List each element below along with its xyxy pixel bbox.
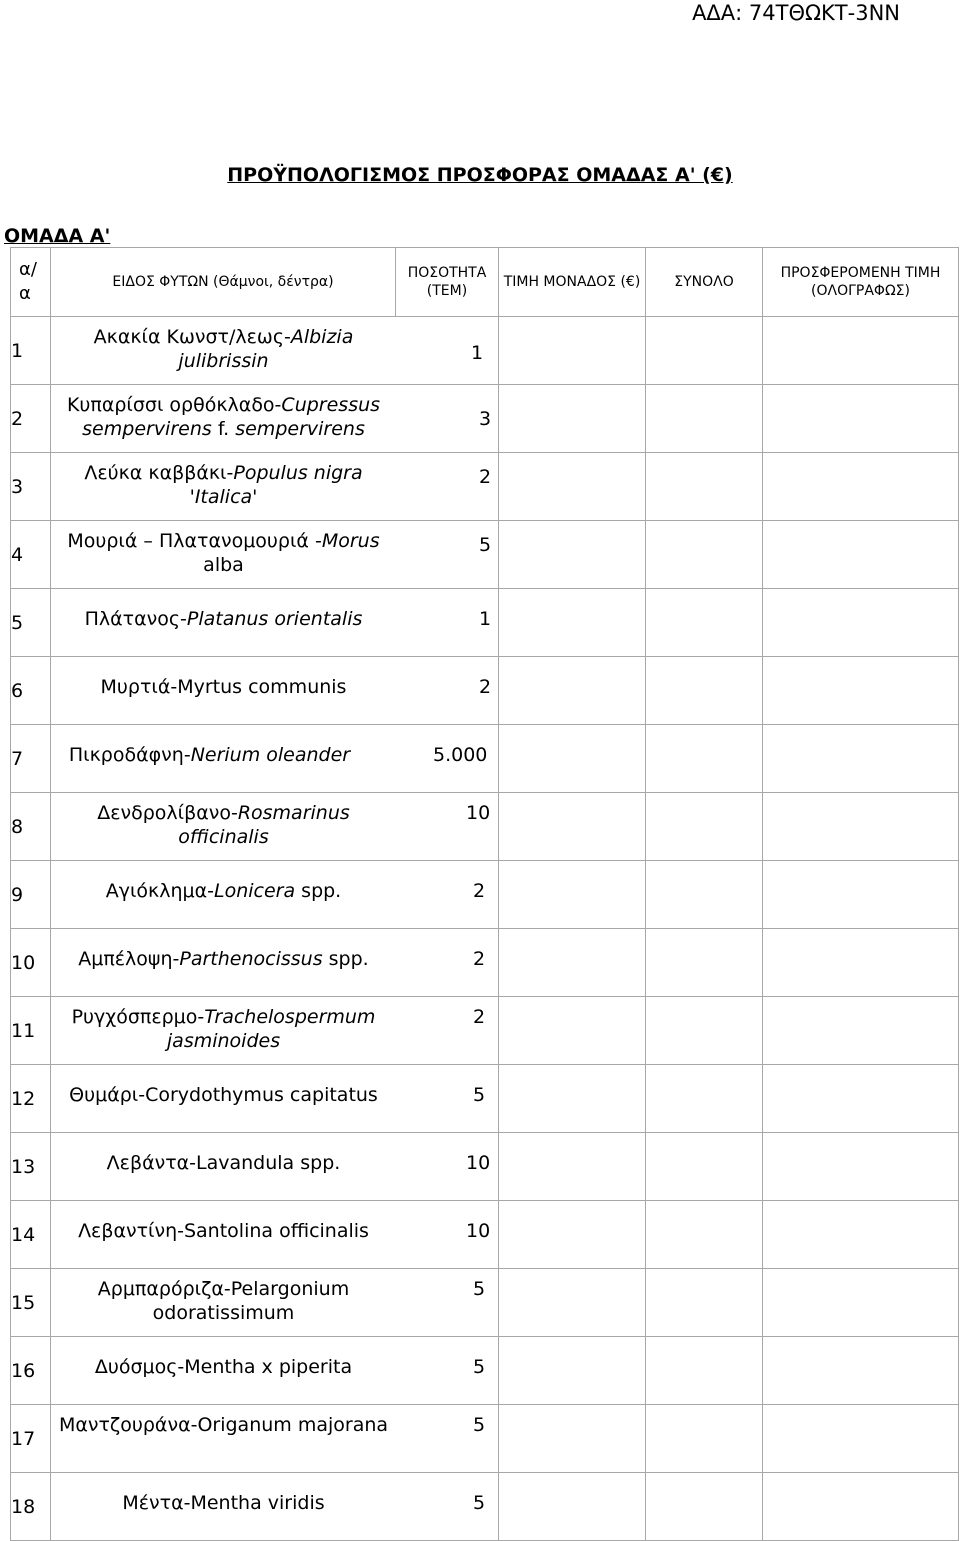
quantity-value: 5.000 — [433, 744, 488, 766]
plant-latin-name-variety: sempervirens — [235, 418, 365, 440]
total-cell[interactable] — [646, 385, 763, 453]
plant-name — [51, 393, 396, 441]
quantity-value: 5 — [479, 534, 492, 556]
quantity-value: 5 — [473, 1084, 486, 1106]
total-cell[interactable] — [646, 1133, 763, 1201]
unit-price-cell[interactable] — [499, 1337, 646, 1405]
table-row — [11, 385, 959, 453]
plant-name — [37, 743, 382, 767]
row-number: 3 — [11, 453, 51, 521]
total-cell[interactable] — [646, 861, 763, 929]
row-number: 17 — [11, 1405, 51, 1473]
row-number: 12 — [11, 1065, 51, 1133]
plant-common-name: Κυπαρίσσι ορθόκλαδο- — [66, 394, 282, 416]
unit-price-cell[interactable] — [499, 317, 646, 385]
unit-price-cell[interactable] — [499, 453, 646, 521]
plant-name-suffix: spp. — [295, 880, 342, 902]
quantity-value: 5 — [473, 1492, 486, 1514]
total-cell[interactable] — [646, 521, 763, 589]
unit-price-cell[interactable] — [499, 1133, 646, 1201]
quantity-value: 1 — [471, 342, 484, 364]
plant-cell — [51, 861, 499, 929]
unit-price-cell[interactable] — [499, 385, 646, 453]
offered-price-cell[interactable] — [763, 657, 959, 725]
plant-name — [51, 1277, 396, 1325]
plant-latin-name: Trachelospermum jasminoides — [166, 1006, 376, 1052]
quantity-value: 3 — [479, 408, 492, 430]
row-number: 14 — [11, 1201, 51, 1269]
plant-common-name: Ακακία Κωνστ/λεως- — [93, 326, 291, 348]
offered-price-cell[interactable] — [763, 1133, 959, 1201]
quantity-value: 5 — [473, 1414, 486, 1436]
total-cell[interactable] — [646, 997, 763, 1065]
plant-name — [51, 1355, 396, 1379]
plant-name — [51, 529, 396, 577]
offered-price-cell[interactable] — [763, 1405, 959, 1473]
plant-latin-name: Populus nigra 'Italica' — [189, 462, 363, 508]
budget-table — [10, 247, 959, 1541]
offered-price-cell[interactable] — [763, 1337, 959, 1405]
total-cell[interactable] — [646, 929, 763, 997]
unit-price-cell[interactable] — [499, 997, 646, 1065]
plant-cell — [51, 317, 499, 385]
unit-price-cell[interactable] — [499, 929, 646, 997]
plant-cell — [51, 1337, 499, 1405]
plant-name — [51, 947, 396, 971]
row-number: 16 — [11, 1337, 51, 1405]
plant-name-suffix: alba — [203, 554, 244, 576]
table-row — [11, 1473, 959, 1541]
offered-price-cell[interactable] — [763, 453, 959, 521]
unit-price-cell[interactable] — [499, 657, 646, 725]
offered-price-cell[interactable] — [763, 1473, 959, 1541]
plant-common-name: Αμπέλοψη- — [78, 948, 180, 970]
offered-price-cell[interactable] — [763, 317, 959, 385]
plant-name — [51, 1083, 396, 1107]
plant-name — [51, 1491, 396, 1515]
total-cell[interactable] — [646, 793, 763, 861]
row-number: 13 — [11, 1133, 51, 1201]
plant-cell — [51, 385, 499, 453]
total-cell[interactable] — [646, 453, 763, 521]
unit-price-cell[interactable] — [499, 861, 646, 929]
plant-name-suffix: spp. — [322, 948, 369, 970]
plant-common-name: Μέντα-Mentha viridis — [122, 1492, 325, 1514]
unit-price-cell[interactable] — [499, 1065, 646, 1133]
total-cell[interactable] — [646, 1201, 763, 1269]
quantity-value: 1 — [479, 608, 492, 630]
plant-name — [51, 325, 396, 373]
table-row — [11, 793, 959, 861]
plant-name — [51, 879, 396, 903]
row-number: 1 — [11, 317, 51, 385]
plant-latin-name: Lonicera — [214, 880, 296, 902]
unit-price-cell[interactable] — [499, 725, 646, 793]
table-row — [11, 929, 959, 997]
quantity-value: 5 — [473, 1278, 486, 1300]
table-row — [11, 725, 959, 793]
plant-common-name: Λεύκα καββάκι- — [84, 462, 234, 484]
offered-price-cell[interactable] — [763, 1269, 959, 1337]
document-ada-code: ΑΔΑ: 74ΤΘΩΚΤ-3ΝΝ — [692, 1, 900, 25]
plant-common-name: Πικροδάφνη- — [68, 744, 191, 766]
row-number: 8 — [11, 793, 51, 861]
plant-common-name: Θυμάρι-Corydothymus capitatus — [69, 1084, 378, 1106]
unit-price-cell[interactable] — [499, 1269, 646, 1337]
plant-cell — [51, 1133, 499, 1201]
quantity-value: 2 — [473, 1006, 486, 1028]
plant-latin-name: Parthenocissus — [179, 948, 323, 970]
plant-common-name: Αγιόκλημα- — [105, 880, 214, 902]
quantity-value: 2 — [473, 880, 486, 902]
column-header-offered-price: ΠΡΟΣΦΕΡΟΜΕΝΗ ΤΙΜΗ (ΟΛΟΓΡΑΦΩΣ) — [763, 248, 959, 317]
unit-price-cell[interactable] — [499, 589, 646, 657]
plant-cell — [51, 1201, 499, 1269]
plant-cell — [51, 453, 499, 521]
table-header-row — [11, 248, 959, 317]
table-row — [11, 657, 959, 725]
page-title: ΠΡΟΫΠΟΛΟΓΙΣΜΟΣ ΠΡΟΣΦΟΡΑΣ ΟΜΑΔΑΣ Α' (€) — [227, 164, 733, 186]
total-cell[interactable] — [646, 1473, 763, 1541]
plant-common-name: Λεβαντίνη-Santolina officinalis — [78, 1220, 369, 1242]
total-cell[interactable] — [646, 317, 763, 385]
plant-cell — [51, 793, 499, 861]
column-header-type: ΕΙΔΟΣ ΦΥΤΩΝ (Θάμνοι, δέντρα) — [51, 248, 396, 317]
unit-price-cell[interactable] — [499, 793, 646, 861]
plant-common-name: Δυόσμος-Mentha x piperita — [94, 1356, 353, 1378]
table-row — [11, 521, 959, 589]
column-header-unit-price: ΤΙΜΗ ΜΟΝΑΔΟΣ (€) — [499, 248, 646, 317]
plant-cell — [51, 1065, 499, 1133]
plant-common-name: Μυρτιά-Myrtus communis — [100, 676, 347, 698]
column-header-aa: α/ α — [11, 248, 51, 317]
unit-price-cell[interactable] — [499, 1405, 646, 1473]
plant-name — [51, 1005, 396, 1053]
table-row — [11, 453, 959, 521]
table-row — [11, 997, 959, 1065]
plant-cell — [51, 725, 499, 793]
row-number: 5 — [11, 589, 51, 657]
column-header-total: ΣΥΝΟΛΟ — [646, 248, 763, 317]
unit-price-cell[interactable] — [499, 1201, 646, 1269]
quantity-value: 10 — [466, 1220, 491, 1242]
plant-name — [51, 1413, 396, 1437]
plant-latin-name: Cupressus sempervirens — [82, 394, 381, 440]
unit-price-cell[interactable] — [499, 1473, 646, 1541]
row-number: 9 — [11, 861, 51, 929]
table-row — [11, 317, 959, 385]
plant-common-name: Πλάτανος- — [84, 608, 187, 630]
plant-name — [51, 801, 396, 849]
row-number: 4 — [11, 521, 51, 589]
plant-common-name: Δενδρολίβανο- — [97, 802, 238, 824]
plant-name — [51, 1151, 396, 1175]
quantity-value: 2 — [479, 466, 492, 488]
offered-price-cell[interactable] — [763, 793, 959, 861]
plant-name — [51, 1219, 396, 1243]
total-cell[interactable] — [646, 1337, 763, 1405]
plant-latin-name: Albizia julibrissin — [178, 326, 354, 372]
total-cell[interactable] — [646, 1269, 763, 1337]
table-body — [11, 317, 959, 1541]
plant-cell — [51, 657, 499, 725]
plant-cell — [51, 1405, 499, 1473]
offered-price-cell[interactable] — [763, 725, 959, 793]
table-row — [11, 589, 959, 657]
offered-price-cell[interactable] — [763, 1065, 959, 1133]
plant-common-name: Μαντζουράνα-Origanum majorana — [58, 1414, 389, 1436]
total-cell[interactable] — [646, 657, 763, 725]
row-number: 10 — [11, 929, 51, 997]
plant-common-name: Αρμπαρόριζα-Pelargonium odoratissimum — [97, 1278, 350, 1324]
quantity-value: 2 — [479, 676, 492, 698]
group-title: ΟΜΑΔΑ Α' — [4, 225, 111, 247]
plant-cell — [51, 1473, 499, 1541]
total-cell[interactable] — [646, 1405, 763, 1473]
plant-latin-name: Nerium oleander — [190, 744, 351, 766]
offered-price-cell[interactable] — [763, 521, 959, 589]
plant-cell — [51, 929, 499, 997]
table-row — [11, 1405, 959, 1473]
row-number: 2 — [11, 385, 51, 453]
offered-price-cell[interactable] — [763, 1201, 959, 1269]
offered-price-cell[interactable] — [763, 861, 959, 929]
row-number: 6 — [11, 657, 51, 725]
plant-cell — [51, 521, 499, 589]
row-number: 11 — [11, 997, 51, 1065]
offered-price-cell[interactable] — [763, 589, 959, 657]
row-number: 15 — [11, 1269, 51, 1337]
plant-common-name: Μουριά – Πλατανομουριά - — [67, 530, 322, 552]
table-row — [11, 1065, 959, 1133]
plant-cell — [51, 997, 499, 1065]
plant-common-name: Λεβάντα-Lavandula spp. — [106, 1152, 341, 1174]
table-row — [11, 1337, 959, 1405]
offered-price-cell[interactable] — [763, 385, 959, 453]
quantity-value: 10 — [466, 1152, 491, 1174]
table-row — [11, 1133, 959, 1201]
plant-latin-name: Platanus orientalis — [186, 608, 363, 630]
plant-latin-name: Morus — [321, 530, 380, 552]
quantity-value: 10 — [466, 802, 491, 824]
unit-price-cell[interactable] — [499, 521, 646, 589]
quantity-value: 2 — [473, 948, 486, 970]
plant-cell — [51, 589, 499, 657]
plant-name-suffix: f. — [211, 418, 236, 440]
table-row — [11, 1269, 959, 1337]
plant-name — [51, 607, 396, 631]
row-number: 18 — [11, 1473, 51, 1541]
offered-price-cell[interactable] — [763, 997, 959, 1065]
total-cell[interactable] — [646, 725, 763, 793]
plant-name — [51, 675, 396, 699]
total-cell[interactable] — [646, 1065, 763, 1133]
plant-cell — [51, 1269, 499, 1337]
plant-common-name: Ρυγχόσπερμο- — [71, 1006, 205, 1028]
plant-latin-name: Rosmarinus officinalis — [178, 802, 350, 848]
offered-price-cell[interactable] — [763, 929, 959, 997]
quantity-value: 5 — [473, 1356, 486, 1378]
table-row — [11, 861, 959, 929]
row-number: 7 — [11, 725, 51, 793]
table-row — [11, 1201, 959, 1269]
total-cell[interactable] — [646, 589, 763, 657]
plant-name — [51, 461, 396, 509]
column-header-qty: ΠΟΣΟΤΗΤΑ (ΤΕΜ) — [396, 248, 499, 317]
